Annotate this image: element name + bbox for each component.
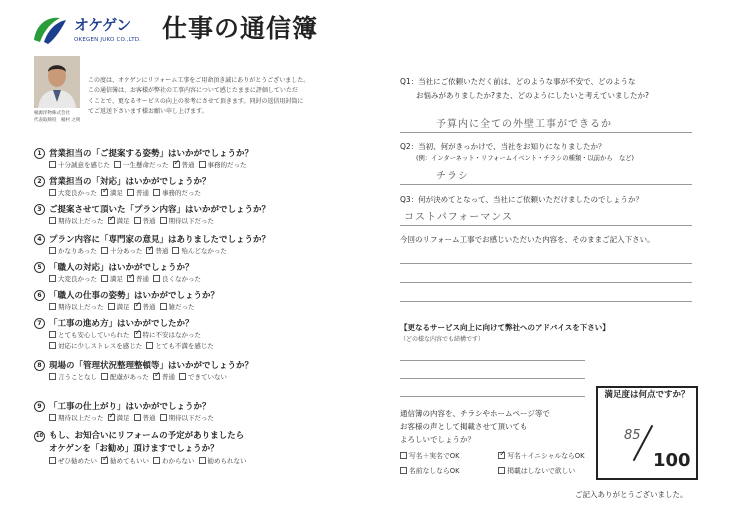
advice-subtitle: （どの様な内容でも結構です） (400, 336, 485, 343)
answer-option[interactable] (134, 217, 156, 226)
question-title (34, 360, 364, 373)
question-text-line2: オケゲンを「お勧め」頂けますでしょうか？ (49, 444, 219, 454)
option-label: 満足 (116, 414, 130, 422)
question-8 (34, 360, 364, 384)
option-label: 配慮があった (110, 373, 149, 381)
answer-option[interactable] (146, 247, 168, 256)
checkbox[interactable] (49, 414, 56, 421)
representative-photo (34, 56, 80, 108)
advice-title: 【更なるサービス向上に向けて弊社へのアドバイスを下さい】 (400, 323, 610, 332)
answer-option[interactable] (153, 189, 201, 198)
q3-answer-line (400, 225, 692, 226)
greeting-text (88, 76, 338, 117)
checkbox[interactable] (49, 189, 56, 196)
question-text: ご提案させて頂いた「プラン内容」はいかがでしょうか？ (49, 205, 271, 215)
checkbox-checked[interactable] (101, 457, 108, 464)
option-label: 期待以上だった (58, 217, 104, 225)
question-1 (34, 148, 364, 172)
answer-option[interactable] (49, 189, 97, 198)
question-number: 6 (34, 290, 45, 301)
options-row (34, 331, 364, 342)
question-text: 「職人の対応」はいかがでしょうか？ (49, 263, 194, 273)
question-text: 「職人の仕事の姿勢」はいかがでしょうか？ (49, 291, 220, 301)
question-number: 2 (34, 176, 45, 187)
checkbox[interactable] (49, 303, 56, 310)
checkbox[interactable] (49, 275, 56, 282)
option-label: 写名＋実名でOK (409, 452, 460, 460)
question-text: 営業担当の「対応」はいかがでしょうか？ (49, 177, 211, 187)
question-text: プラン内容に「専門家の意見」はありましたでしょうか？ (49, 235, 271, 245)
option-label: 対応に少しストレスを感じた (58, 342, 143, 350)
q2-answer[interactable]: チラシ (436, 171, 469, 182)
checkbox[interactable] (179, 373, 186, 380)
options-row (34, 373, 364, 384)
greeting-line: くことで、更なるサービスの向上の参考にさせて頂きます。同封の返信用封筒に (88, 97, 304, 105)
q1-text-line1: Q1：当社にご依頼いただく前は、どのような事が不安で、どのような (400, 77, 636, 86)
option-label: わからない (162, 457, 195, 465)
answer-option[interactable] (153, 457, 195, 466)
option-label: 期待以下だった (168, 414, 214, 422)
score-max: 100 (653, 450, 691, 471)
answer-option[interactable] (160, 414, 215, 423)
answer-option[interactable] (101, 275, 123, 284)
answer-option[interactable] (108, 303, 130, 312)
checkbox-checked[interactable] (134, 303, 141, 310)
greeting-line: この度は、オケゲンにリフォーム工事をご用命頂き誠にありがとうございました。 (88, 77, 310, 84)
answer-option[interactable] (108, 217, 130, 226)
q4-answer-line[interactable] (400, 282, 692, 283)
checkbox[interactable] (49, 161, 56, 168)
logo-subtitle: OKEGEN JUKO CO.,LTD. (74, 37, 142, 43)
answer-option[interactable] (49, 303, 104, 312)
option-label: 満足 (116, 303, 130, 311)
question-3 (34, 204, 364, 228)
company-name: 桶源洋物株式会社 (34, 111, 70, 116)
option-label: 名前なしならOK (409, 467, 460, 475)
greeting-line: てご返送下さいます様お願い申し上げます。 (88, 107, 208, 115)
options-row (34, 457, 364, 468)
publish-options-row (400, 467, 587, 475)
question-2 (34, 176, 364, 200)
logo-mark-icon (30, 14, 68, 46)
satisfaction-score-box (596, 386, 698, 480)
score-heading: 満足度は何点ですか？ (604, 390, 690, 400)
checkbox-checked[interactable] (108, 217, 115, 224)
answer-option[interactable] (172, 247, 227, 256)
question-title (34, 176, 364, 189)
checkbox[interactable] (114, 161, 121, 168)
option-label: できていない (187, 373, 227, 381)
question-text: 現場の「管理状況整理整頓等」はいかがでしょうか？ (49, 361, 254, 371)
checkbox[interactable] (498, 467, 505, 474)
option-label: 事務的だった (207, 161, 247, 169)
publish-option[interactable] (400, 467, 484, 475)
checkbox[interactable] (400, 467, 407, 474)
greeting-line: この通信簿は、お客様が弊社の工事内容について感じたままに評価していただ (88, 87, 298, 95)
question-text: 「工事の仕上がり」はいかがでしょうか？ (49, 402, 211, 412)
answer-option[interactable] (49, 342, 142, 351)
option-label: 一生懸命だった (123, 161, 169, 169)
answer-option[interactable] (101, 189, 123, 198)
company-logo (30, 14, 150, 54)
checkbox-checked[interactable] (101, 189, 108, 196)
checkbox[interactable] (101, 247, 108, 254)
q3-text: Q3：何が決めてとなって、当社にご依頼いただけましたのでしょうか？ (400, 195, 644, 204)
answer-option[interactable] (49, 161, 110, 170)
answer-option[interactable] (114, 161, 169, 170)
question-number: 1 (34, 148, 45, 159)
answer-option[interactable] (153, 275, 201, 284)
answer-option[interactable] (108, 414, 130, 423)
answer-option[interactable] (101, 457, 149, 466)
answer-option[interactable] (49, 331, 130, 340)
question-number: 5 (34, 262, 45, 273)
checkbox[interactable] (199, 161, 206, 168)
answer-option[interactable] (101, 247, 142, 256)
advice-answer-line[interactable] (400, 396, 585, 397)
question-title (34, 204, 364, 217)
question-title (34, 148, 364, 161)
question-number: 7 (34, 318, 45, 329)
option-label: 満足 (110, 189, 123, 197)
checkbox-checked[interactable] (134, 331, 141, 338)
option-label: 普通 (161, 373, 175, 381)
question-title (34, 431, 364, 444)
option-label: 言うことなし (58, 373, 97, 381)
logo-text: オケゲン (74, 16, 131, 34)
question-text: 「工事の進め方」はいかがでしたか？ (49, 319, 194, 329)
option-label: 期待以上だった (58, 303, 104, 311)
question-number: 8 (34, 360, 45, 371)
options-row (34, 247, 364, 258)
publish-option[interactable] (498, 452, 584, 460)
answer-option[interactable] (160, 217, 215, 226)
option-label: 普通 (136, 189, 149, 197)
checkbox[interactable] (153, 189, 160, 196)
option-label: 十分あった (109, 247, 143, 255)
publish-option[interactable] (498, 467, 575, 475)
question-10 (34, 431, 364, 468)
answer-option[interactable] (127, 275, 149, 284)
options-row (34, 414, 364, 425)
thanks-message: ご記入ありがとうございました。 (575, 490, 688, 499)
q1-answer[interactable]: 予算内に全ての外壁工事ができるか (436, 119, 612, 130)
question-title (34, 234, 364, 247)
score-value[interactable]: 85 (624, 428, 641, 443)
person-photo-icon (34, 56, 80, 108)
q3-answer[interactable]: コストパフォーマンス (404, 212, 513, 223)
answer-option[interactable] (49, 217, 104, 226)
option-label: 掲載はしないで欲しい (507, 467, 576, 475)
option-label: 普通 (142, 217, 156, 225)
question-title (34, 262, 364, 275)
answer-option[interactable] (134, 303, 156, 312)
publish-question-line: 通信簿の内容を、チラシやホームページ等で (400, 409, 550, 418)
checkbox[interactable] (101, 275, 108, 282)
checkbox[interactable] (134, 217, 141, 224)
q4-answer-line[interactable] (400, 301, 692, 302)
options-row (34, 217, 364, 228)
checkbox[interactable] (160, 414, 167, 421)
options-row (34, 342, 364, 353)
answer-option[interactable] (127, 189, 149, 198)
checkbox[interactable] (127, 189, 134, 196)
checkbox[interactable] (49, 217, 56, 224)
answer-option[interactable] (134, 414, 156, 423)
answer-option[interactable] (146, 342, 214, 351)
option-label: 普通 (155, 247, 169, 255)
q2-text-line2: (例：インターネット・リフォームイベント・チラシの種類・以前から など) (416, 155, 634, 162)
checkbox[interactable] (172, 247, 179, 254)
checkbox-checked[interactable] (173, 161, 180, 168)
question-title (34, 401, 364, 414)
answer-option[interactable] (49, 373, 97, 382)
checkbox-checked[interactable] (498, 452, 505, 459)
checkbox[interactable] (146, 342, 153, 349)
option-label: 期待以上だった (58, 414, 104, 422)
q4-text: 今回のリフォーム工事でお感じいただいた内容を、そのままご記入下さい。 (400, 235, 655, 244)
checkbox-checked[interactable] (153, 373, 160, 380)
option-label: 勧めてもいい (110, 457, 149, 465)
question-title (34, 318, 364, 331)
option-label: 良くなかった (162, 275, 201, 283)
answer-option[interactable] (49, 457, 97, 466)
q2-answer-line (400, 184, 692, 185)
option-label: とても不満を感じた (155, 342, 214, 350)
checkbox[interactable] (49, 373, 56, 380)
q4-answer-line[interactable] (400, 263, 692, 264)
publish-question-line: お客様の声として掲載させて頂いても (400, 422, 528, 431)
answer-option[interactable] (49, 275, 97, 284)
answer-option[interactable] (160, 303, 195, 312)
question-text: もし、お知合いにリフォームの予定がありましたら (49, 431, 245, 441)
options-row (34, 189, 364, 200)
options-row (34, 303, 364, 314)
checkbox[interactable] (160, 217, 167, 224)
option-label: 普通 (181, 161, 195, 169)
option-label: 特に不安はなかった (142, 331, 201, 339)
question-text: 営業担当の「ご提案する姿勢」はいかがでしょうか？ (49, 149, 254, 159)
option-label: かなりあった (58, 247, 97, 255)
q2-text-line1: Q2：当初、何がきっかけで、当社をお知りになりましたか？ (400, 142, 606, 151)
representative-name: 代表取締役 桶村 之則 (34, 118, 81, 123)
publish-options-row (400, 452, 597, 460)
advice-answer-line[interactable] (400, 360, 585, 361)
checkbox[interactable] (49, 331, 56, 338)
checkbox[interactable] (49, 457, 56, 464)
option-label: 勧められない (207, 457, 247, 465)
checkbox[interactable] (49, 247, 56, 254)
answer-option[interactable] (199, 457, 247, 466)
option-label: 事務的だった (162, 189, 201, 197)
publish-option[interactable] (400, 452, 484, 460)
page-title: 仕事の通信簿 (162, 14, 319, 43)
answer-option[interactable] (101, 373, 149, 382)
question-5 (34, 262, 364, 286)
checkbox[interactable] (134, 414, 141, 421)
option-label: 大変良かった (58, 189, 97, 197)
option-label: 満足 (110, 275, 123, 283)
option-label: 雑だった (168, 303, 195, 311)
options-row (34, 161, 364, 172)
option-label: 殆んどなかった (181, 247, 227, 255)
question-4 (34, 234, 364, 258)
checkbox[interactable] (199, 457, 206, 464)
checkbox[interactable] (153, 457, 160, 464)
q1-answer-line (400, 132, 692, 133)
question-number: 4 (34, 234, 45, 245)
answer-option[interactable] (173, 161, 195, 170)
answer-option[interactable] (134, 331, 202, 340)
checkbox[interactable] (400, 452, 407, 459)
checkbox[interactable] (108, 303, 115, 310)
question-number: 3 (34, 204, 45, 215)
answer-option[interactable] (49, 247, 97, 256)
answer-option[interactable] (153, 373, 175, 382)
question-number: 9 (34, 401, 45, 412)
option-label: 普通 (142, 303, 156, 311)
checkbox[interactable] (49, 342, 56, 349)
checkbox-checked[interactable] (146, 247, 153, 254)
option-label: ぜひ勧めたい (58, 457, 97, 465)
checkbox[interactable] (160, 303, 167, 310)
checkbox-checked[interactable] (127, 275, 134, 282)
options-row (34, 275, 364, 286)
question-number: 10 (34, 431, 45, 442)
option-label: 期待以下だった (168, 217, 214, 225)
option-label: 大変良かった (58, 275, 97, 283)
question-9 (34, 401, 364, 425)
checkbox[interactable] (101, 373, 108, 380)
answer-option[interactable] (49, 414, 104, 423)
advice-answer-line[interactable] (400, 378, 585, 379)
answer-option[interactable] (199, 161, 247, 170)
answer-option[interactable] (179, 373, 227, 382)
checkbox-checked[interactable] (108, 414, 115, 421)
q1-text-line2: お悩みがありましたか?また、どのようにしたいと考えていましたか? (416, 91, 649, 100)
checkbox[interactable] (153, 275, 160, 282)
option-label: 写名＋イニシャルならOK (507, 452, 585, 460)
question-7 (34, 318, 364, 353)
option-label: とても安心していられた (58, 331, 130, 339)
option-label: 普通 (136, 275, 149, 283)
option-label: 普通 (142, 414, 156, 422)
option-label: 満足 (116, 217, 130, 225)
option-label: 十分誠意を感じた (58, 161, 110, 169)
publish-question-line: よろしいでしょうか？ (400, 435, 475, 444)
question-6 (34, 290, 364, 314)
question-title (34, 290, 364, 303)
